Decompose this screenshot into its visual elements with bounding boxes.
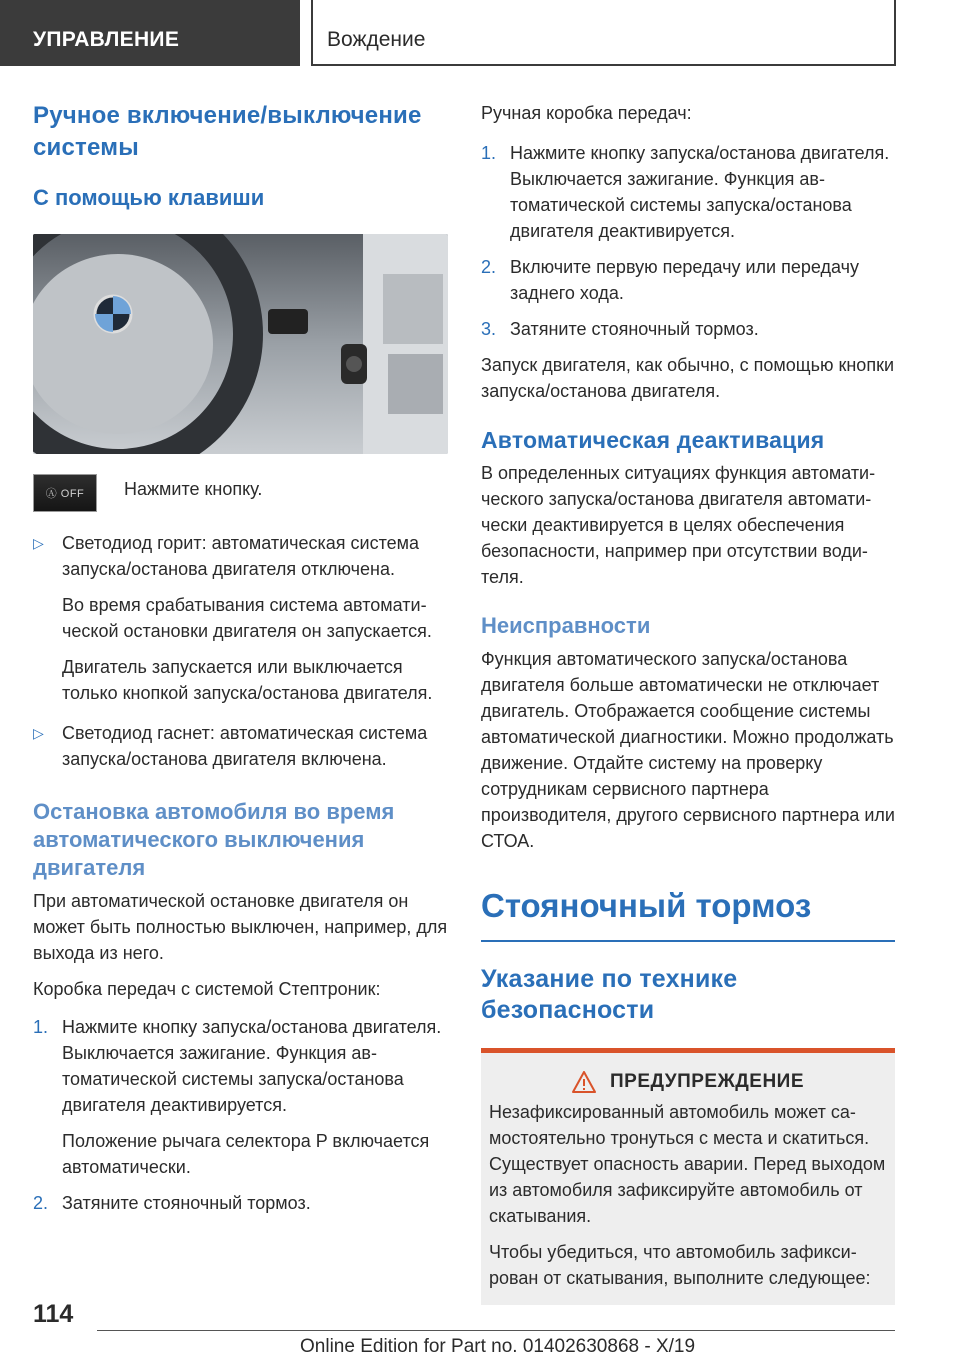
- warning-box: [481, 1048, 895, 1305]
- page-number: 114: [33, 1300, 74, 1328]
- bullet-paragraph: Светодиод гаснет: автоматическая система запуска/останова двигателя включена.: [62, 723, 428, 769]
- bullet-led-on: [33, 530, 448, 706]
- step-number: 2.: [33, 1193, 49, 1213]
- restart-text: Запуск двигателя, как обычно, с помощью кнопки запуска/останова двигателя.: [481, 355, 894, 401]
- step-number: 1.: [481, 143, 497, 163]
- warning-title: ПРЕДУПРЕЖДЕНИЕ: [609, 1071, 805, 1092]
- steering-wheel-illustration: [33, 234, 448, 454]
- step-number: 2.: [481, 257, 497, 277]
- step-number: 3.: [481, 319, 497, 339]
- step-paragraph: Положение рычага селектора P включается автоматически.: [62, 1131, 430, 1177]
- footer-edition: Online Edition for Part no. 01402630868 - X/19: [300, 1336, 696, 1357]
- auto-deactivation-title: Автоматическая деактивация: [481, 427, 825, 453]
- step-number: 1.: [33, 1017, 49, 1037]
- manual-intro: Ручная коробка передач:: [481, 103, 692, 123]
- step-paragraph: Затяните стояночный тормоз.: [510, 319, 759, 339]
- left-column: [33, 100, 448, 1216]
- faults-title: Неисправности: [481, 613, 651, 638]
- bullet-paragraph: Светодиод горит: автоматическая система запуска/останова двигателя отключена.: [62, 533, 420, 579]
- chapter-tab: Вождение: [311, 0, 896, 66]
- dashboard-photo: [33, 234, 448, 454]
- button-instruction-text: Нажмите кнопку.: [124, 479, 263, 499]
- footer-divider: [97, 1330, 895, 1331]
- warning-paragraph: Чтобы убедиться, что автомобиль зафиксирован от скатывания, выполните следующее:: [489, 1242, 871, 1288]
- section-title: Ручное включение/выключение системы: [33, 102, 422, 161]
- bullet-paragraph: Двигатель запускается или выключается только кнопкой запуска/останова двигателя.: [62, 657, 433, 703]
- warning-paragraph: Незафиксированный автомобиль может самостоятельно тронуться с места и скатиться. Существует опасность аварии. Перед выходом из автомобиля зафиксируйте автомобиль от скатывания.: [489, 1102, 886, 1226]
- button-icon-label: Ⓐ OFF: [45, 488, 85, 500]
- faults-text: Функция автоматического запуска/останова двигателя больше автоматически не отключает двигатель. Отображается сообщение системы автоматической диагностики. Можно продолжать движение. Отдайте систему на проверку сотрудникам сервисного партнера производителя, другого сервисного партнера или СТОА.: [481, 649, 895, 851]
- warning-triangle-icon: [572, 1071, 596, 1093]
- left-step-2: [33, 1190, 448, 1216]
- step-paragraph: Затяните стояночный тормоз.: [62, 1193, 311, 1213]
- step-paragraph: Нажмите кнопку запуска/останова двигателя. Выключается зажигание. Функция автоматической системы запуска/останова двигателя деактивируется.: [62, 1017, 442, 1115]
- title-underline: [481, 940, 895, 942]
- section-tab: УПРАВЛЕНИЕ: [0, 0, 300, 66]
- bullet-paragraph: Во время срабатывания система автоматической остановки двигателя он запускается.: [62, 595, 432, 641]
- steptronic-intro: Коробка передач с системой Стептроник:: [33, 979, 381, 999]
- triangle-bullet-icon: ▷: [33, 725, 44, 741]
- warning-header: [489, 1071, 887, 1093]
- right-step-2: [481, 254, 895, 306]
- auto-deactivation-text: В определенных ситуациях функция автоматического запуска/останова двигателя автоматически деактивируется в целях обеспечения безопасности, например при отсутствии водителя.: [481, 463, 876, 587]
- left-step-1: [33, 1014, 448, 1180]
- stop-section-title: Остановка автомобиля во время автоматического выключения двигателя: [33, 799, 395, 880]
- button-instruction: [33, 474, 448, 512]
- bullet-led-off: [33, 720, 448, 772]
- triangle-bullet-icon: ▷: [33, 535, 44, 551]
- safety-title: Указание по технике безопасности: [481, 965, 738, 1024]
- right-step-1: [481, 140, 895, 244]
- subsection-title: С помощью клавиши: [33, 185, 265, 210]
- stop-text: При автоматической остановке двигателя он может быть полностью выключен, например, для выхода из него.: [33, 891, 448, 963]
- parking-brake-title: Стояночный тормоз: [481, 887, 812, 924]
- auto-start-stop-off-button-icon: [33, 474, 97, 512]
- right-column: [481, 100, 895, 1305]
- right-step-3: [481, 316, 895, 342]
- step-paragraph: Нажмите кнопку запуска/останова двигателя. Выключается зажигание. Функция автоматической системы запуска/останова двигателя деактивируется.: [510, 143, 890, 241]
- step-paragraph: Включите первую передачу или передачу заднего хода.: [510, 257, 859, 303]
